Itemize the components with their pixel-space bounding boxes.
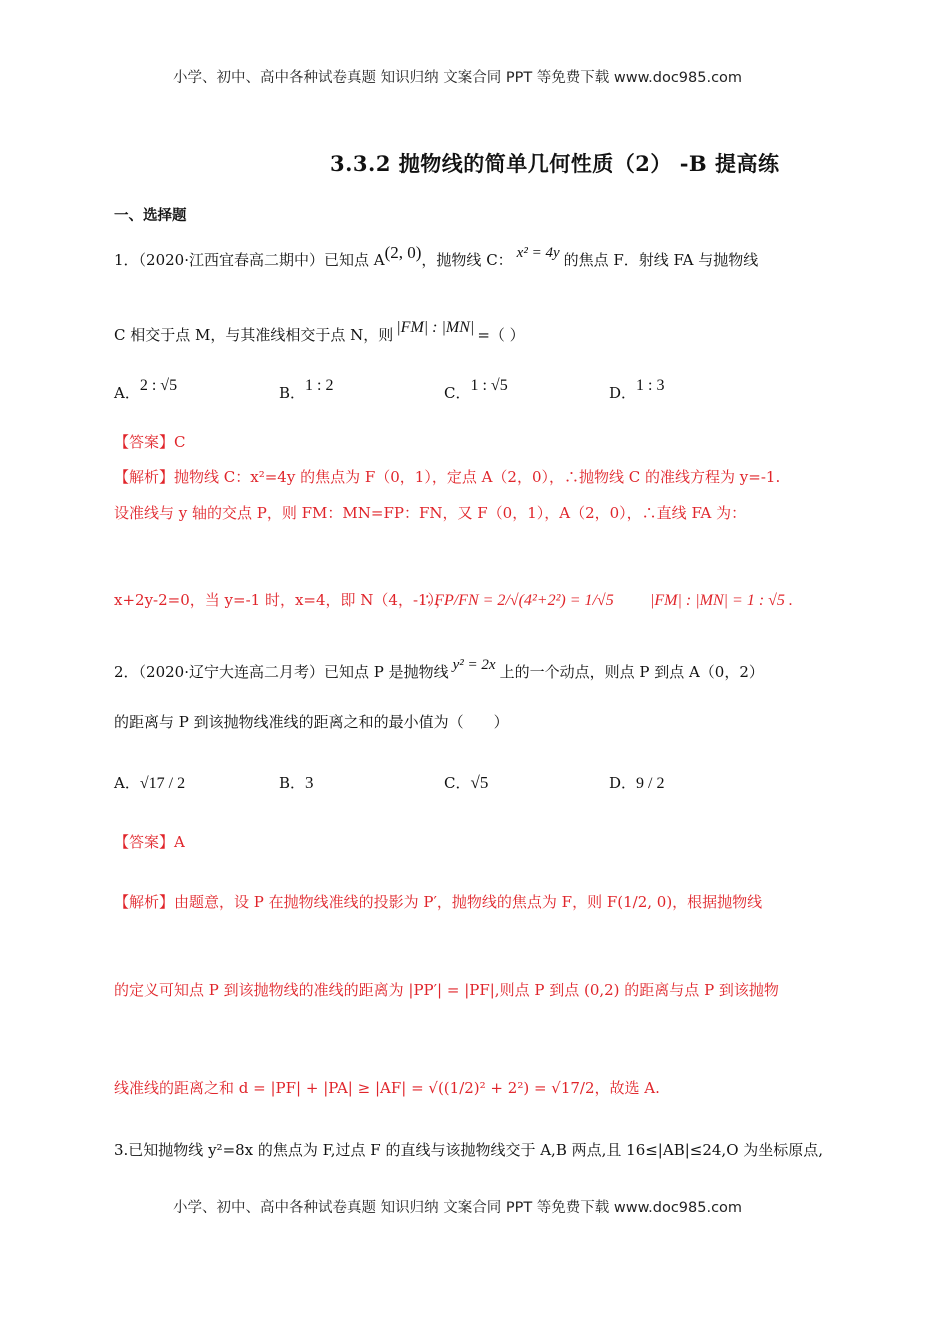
q1-option-d <box>609 377 665 404</box>
q1-option-b <box>279 377 334 404</box>
q2-line2: 的距离与 P 到该抛物线准线的距离之和的最小值为（ ） <box>114 713 509 731</box>
q1-line1-a: 1．（2020·江西宜春高二期中）已知点 A <box>114 251 385 269</box>
option-value: √17 / 2 <box>139 775 186 792</box>
q1-equation: x² = 4y <box>516 245 560 261</box>
q2-line1 <box>114 657 764 683</box>
option-label: C． <box>444 384 471 402</box>
q1-line1 <box>114 243 759 271</box>
option-value: 1 : √5 <box>470 377 508 394</box>
q1-line2 <box>114 319 525 346</box>
q2-option-d <box>609 773 664 794</box>
option-value: 1 : 2 <box>305 377 334 394</box>
option-label: B． <box>279 384 306 402</box>
q2-option-b <box>279 773 314 793</box>
option-value: 1 : 3 <box>636 377 665 394</box>
q2-solution-line2: 的定义可知点 P 到该抛物线的准线的距离为 |PP′| = |PF|,则点 P 到点 (0,2) 的距离与点 P 到该抛物 <box>114 981 779 999</box>
q1-line2-a: C 相交于点 M，与其准线相交于点 N，则 <box>114 326 394 344</box>
q1-option-c <box>444 377 508 404</box>
q2-option-a <box>114 773 185 794</box>
option-label: C． <box>444 774 471 792</box>
q1-option-a <box>114 377 178 404</box>
option-label: D． <box>609 384 637 402</box>
option-label: A． <box>114 384 140 402</box>
q2-solution-line3: 线准线的距离之和 d = |PF| + |PA| ≥ |AF| = √((1/2)² + 2²) = √17/2，故选 A. <box>114 1079 660 1097</box>
q1-fraction-text: ∴ FP/FN = 2/√(4²+2²) = 1/√5 <box>420 592 614 609</box>
q3-line1: 3.已知抛物线 y²=8x 的焦点为 F,过点 F 的直线与该抛物线交于 A,B 两点,且 16≤|AB|≤24,O 为坐标原点, <box>114 1141 824 1159</box>
q1-solution-end <box>650 590 793 611</box>
option-value: 3 <box>305 773 314 792</box>
q1-solution-line2: 设准线与 y 轴的交点 P，则 FM：MN=FP：FN，又 F（0，1），A（2，0），∴直线 FA 为： <box>114 504 747 522</box>
q2-equation: y² = 2x <box>452 657 496 673</box>
option-value: 2 : √5 <box>139 377 178 394</box>
q2-option-c <box>444 773 488 793</box>
q1-ratio: |FM| : |MN| <box>396 319 475 336</box>
q1-solution-fraction <box>420 566 614 609</box>
option-label: B． <box>279 774 306 792</box>
q2-solution-line1: 【解析】由题意，设 P 在抛物线准线的投影为 P′，抛物线的焦点为 F，则 F(1/2, 0)，根据抛物线 <box>114 893 763 911</box>
option-value: √5 <box>470 773 489 792</box>
q1-solution-line3: x+2y-2=0，当 y=-1 时，x=4，即 N（4，-1）， <box>114 591 451 609</box>
q1-solution-ratio: |FM| : |MN| = 1 : √5 . <box>650 592 793 609</box>
option-value: 9 / 2 <box>636 775 665 792</box>
option-label: D． <box>609 774 637 792</box>
section-heading: 一、选择题 <box>114 207 187 224</box>
page-footer: 小学、初中、高中各种试卷真题 知识归纳 文案合同 PPT 等免费下载 www.doc985.com <box>173 1200 743 1216</box>
page-header: 小学、初中、高中各种试卷真题 知识归纳 文案合同 PPT 等免费下载 www.doc985.com <box>173 70 743 86</box>
option-label: A． <box>114 774 140 792</box>
q1-line1-b: ，抛物线 C： <box>421 251 513 269</box>
q1-line2-b: =（ ） <box>477 326 525 344</box>
q2-line1-a: 2．（2020·辽宁大连高二月考）已知点 P 是抛物线 <box>114 663 449 681</box>
q2-answer: 【答案】A <box>114 833 185 851</box>
q1-point-a: (2, 0) <box>384 243 422 262</box>
q1-line1-c: 的焦点 F．射线 FA 与抛物线 <box>563 251 759 269</box>
page-title: 3.3.2 抛物线的简单几何性质（2） -B 提高练 <box>330 151 780 176</box>
q1-solution-line1: 【解析】抛物线 C：x²=4y 的焦点为 F（0，1），定点 A（2，0），∴抛物线 C 的准线方程为 y=-1. <box>114 468 781 486</box>
q2-line1-b: 上的一个动点，则点 P 到点 A（0，2） <box>499 663 764 681</box>
q1-answer: 【答案】C <box>114 433 186 451</box>
